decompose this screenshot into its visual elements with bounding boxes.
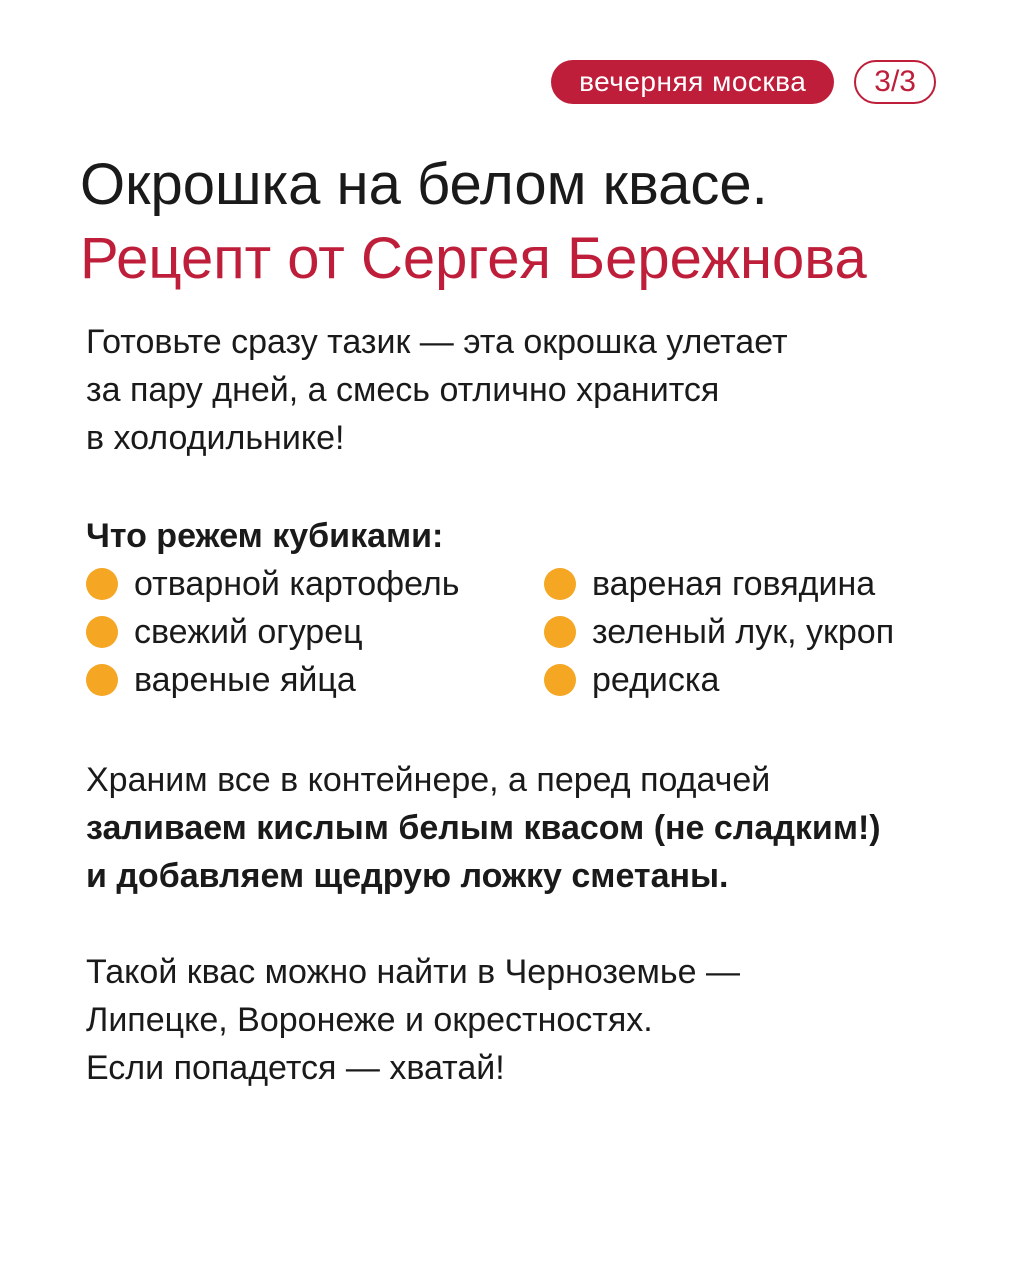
ingredient-label: отварной картофель <box>134 564 460 603</box>
ingredient-label: свежий огурец <box>134 612 363 651</box>
where-to-buy-paragraph <box>86 948 740 1092</box>
intro-line: в холодильнике! <box>86 419 345 457</box>
where-line: Липецке, Воронеже и окрестностях. <box>86 1001 653 1039</box>
bullet-dot-icon <box>86 664 118 696</box>
ingredient-label: вареная говядина <box>592 564 876 603</box>
list-item <box>544 656 894 704</box>
ingredient-label: редиска <box>592 660 720 699</box>
bullet-dot-icon <box>544 664 576 696</box>
bullet-dot-icon <box>86 568 118 600</box>
where-line: Такой квас можно найти в Черноземье — <box>86 953 740 991</box>
page-title <box>80 148 867 296</box>
bullet-dot-icon <box>86 616 118 648</box>
list-item <box>544 608 894 656</box>
intro-line: Готовьте сразу тазик — эта окрошка улетает <box>86 323 788 361</box>
bullet-dot-icon <box>544 568 576 600</box>
intro-paragraph <box>86 318 946 462</box>
title-line-1: Окрошка на белом квасе. <box>80 152 768 217</box>
list-item <box>86 608 459 656</box>
intro-line: за пару дней, а смесь отлично хранится <box>86 371 720 409</box>
ingredients-list-left <box>86 560 459 704</box>
where-line: Если попадется — хватай! <box>86 1049 505 1087</box>
ingredient-label: вареные яйца <box>134 660 356 699</box>
bullet-dot-icon <box>544 616 576 648</box>
storage-line-bold: заливаем кислым белым квасом (не сладким!) <box>86 809 881 847</box>
storage-paragraph <box>86 756 881 900</box>
storage-line: Храним все в контейнере, а перед подачей <box>86 761 771 799</box>
storage-line-bold: и добавляем щедрую ложку сметаны. <box>86 857 729 895</box>
list-item <box>86 656 459 704</box>
brand-logo-pill: вечерняя москва <box>551 60 834 104</box>
header <box>551 60 936 104</box>
ingredients-heading: Что режем кубиками: <box>86 517 444 555</box>
list-item <box>86 560 459 608</box>
title-line-2: Рецепт от Сергея Бережнова <box>80 226 867 291</box>
page-counter: 3/3 <box>854 60 936 104</box>
ingredients-list-right <box>544 560 894 704</box>
list-item <box>544 560 894 608</box>
ingredient-label: зеленый лук, укроп <box>592 612 895 651</box>
